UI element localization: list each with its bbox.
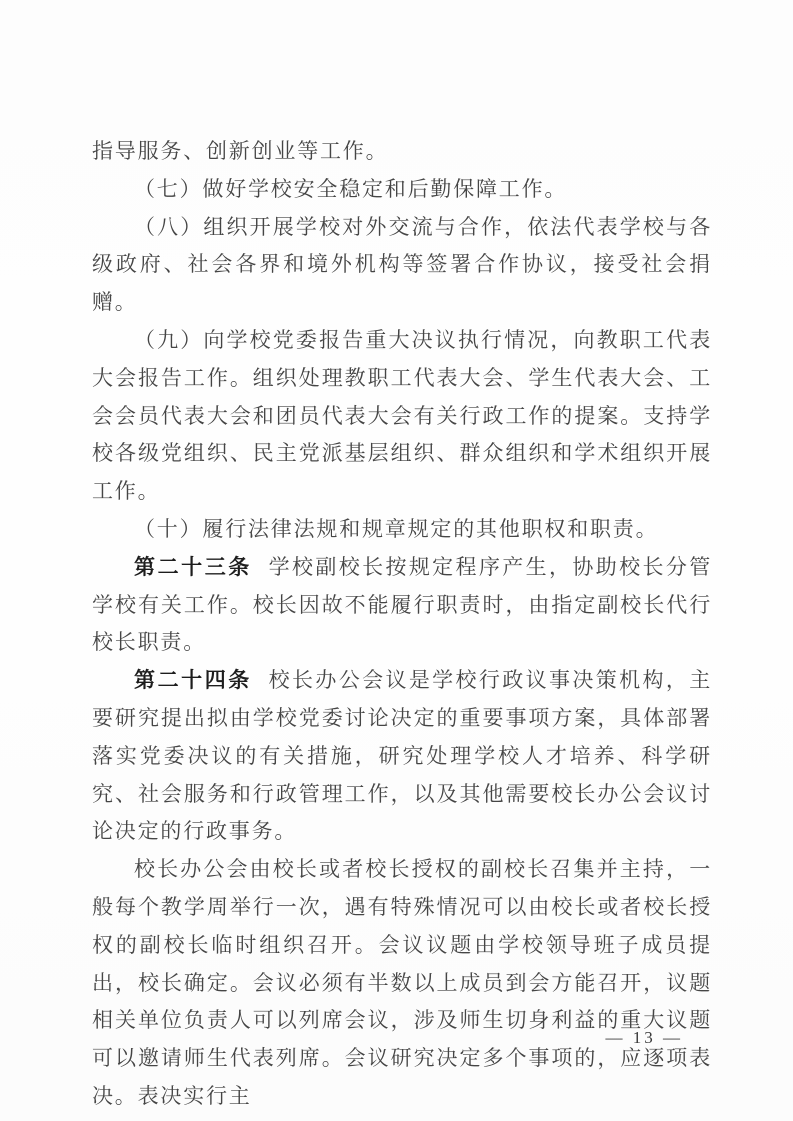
paragraph-item-8: （八）组织开展学校对外交流与合作，依法代表学校与各级政府、社会各界和境外机构等签署合作协议，接受社会捐赠。 [92, 214, 712, 315]
document-text-block [92, 133, 712, 1116]
paragraph-meeting-rules: 校长办公会由校长或者校长授权的副校长召集并主持，一般每个教学周举行一次，遇有特殊情况可以由校长或者校长授权的副校长临时组织召开。会议议题由学校领导班子成员提出，校长确定。会议必须有半数以上成员到会方能召开，议题相关单位负责人可以列席会议，涉及师生切身利益的重大议题可以邀请师生代表列席。会议研究决定多个事项的，应逐项表决。表决实行主 [92, 857, 712, 1108]
paragraph-article-24 [92, 662, 712, 851]
article-24-body: 校长办公会议是学校行政议事决策机构，主要研究提出拟由学校党委讨论决定的重要事项方案，具体部署落实党委决议的有关措施，研究处理学校人才培养、科学研究、社会服务和行政管理工作，以及其他需要校长办公会议讨论决定的行政事务。 [92, 668, 712, 844]
article-23-heading: 第二十三条 [134, 555, 252, 579]
paragraph-item-10: （十）履行法律法规和规章规定的其他职权和职责。 [134, 516, 659, 541]
paragraph-continuation: 指导服务、创新创业等工作。 [92, 139, 389, 163]
paragraph-item-7: （七）做好学校安全稳定和后勤保障工作。 [134, 176, 568, 201]
paragraph-article-23 [92, 549, 712, 662]
article-24-heading: 第二十四条 [134, 669, 252, 693]
paragraph-item-9: （九）向学校党委报告重大决议执行情况，向教职工代表大会报告工作。组织处理教职工代表大会、学生代表大会、工会会员代表大会和团员代表大会有关行政工作的提案。支持学校各级党组织、民主党派基层组织、群众组织和学术组织开展工作。 [92, 327, 712, 504]
page-number: — 13 — [605, 1028, 683, 1047]
article-23-body: 学校副校长按规定程序产生，协助校长分管学校有关工作。校长因故不能履行职责时，由指定副校长代行校长职责。 [92, 554, 712, 655]
